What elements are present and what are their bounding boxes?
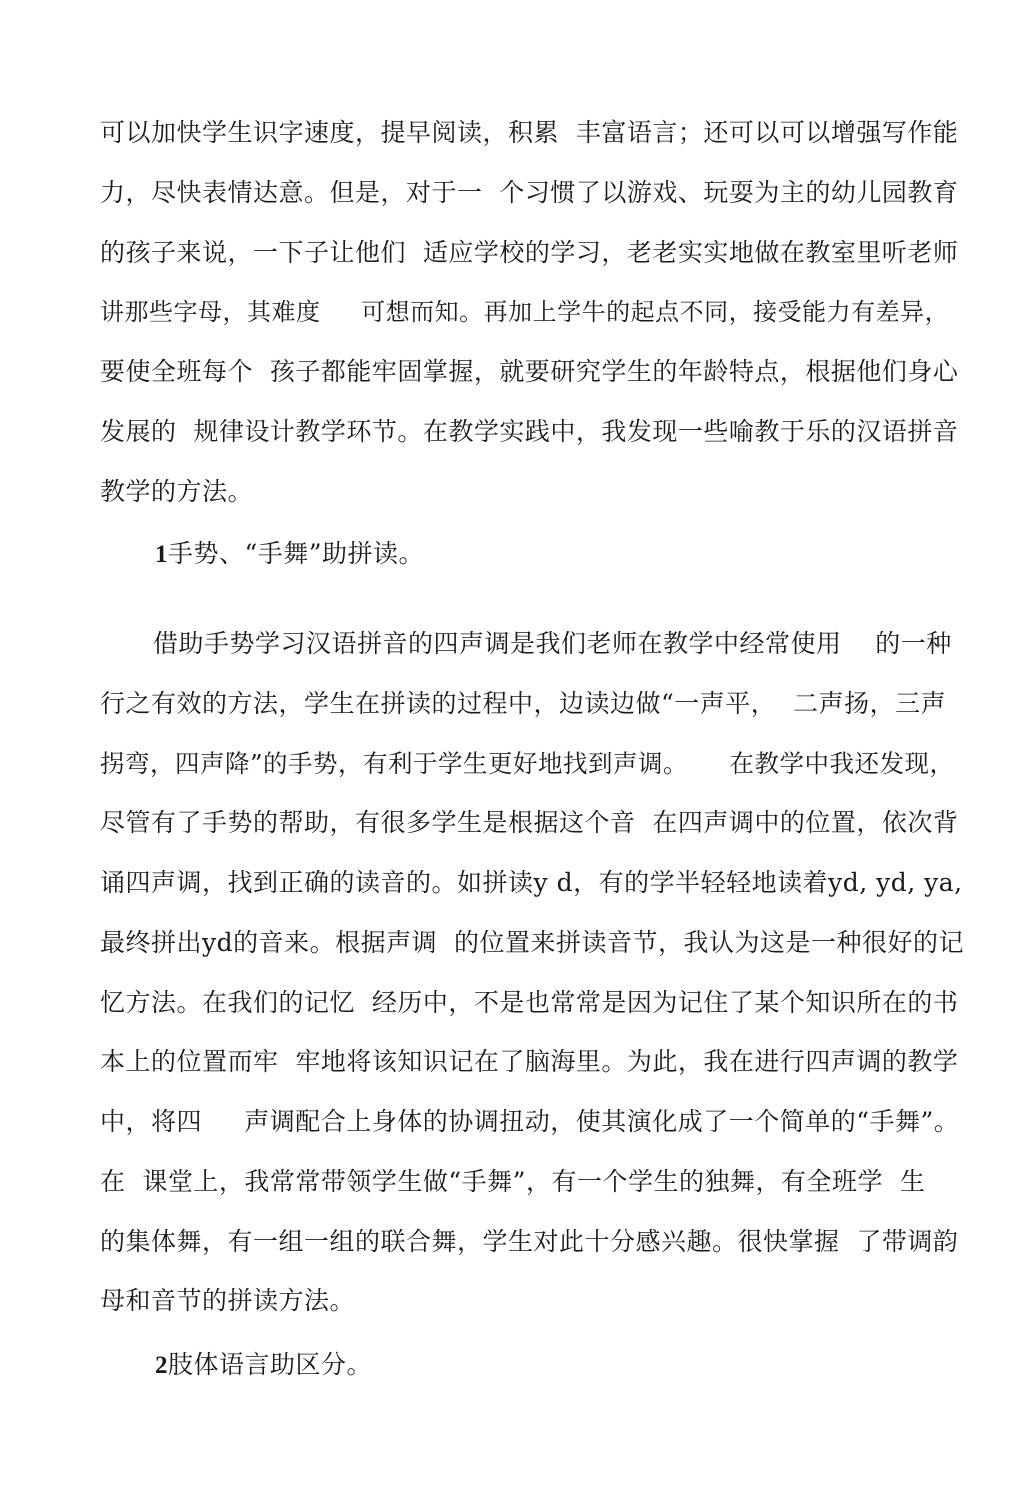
paragraph-line: 母和音节的拼读方法。 <box>100 1286 356 1315</box>
paragraph-line: 讲那些字母，其难度 可想而知。再加上学牛的起点不同，接受能力有差异， <box>100 298 950 326</box>
paragraph-line: 力，尽快表情达意。但是，对于一 个习惯了以游戏、玩耍为主的幼儿园教育 <box>100 178 959 207</box>
paragraph-line: 本上的位置而牢 牢地将该知识记在了脑海里。为此，我在进行四声调的教学 <box>100 1047 959 1076</box>
heading-text: 肢体语言助区分。 <box>168 1350 373 1379</box>
paragraph-line: 诵四声调，找到正确的读音的。如拼读y d，有的学半轻轻地读着yd, yd, ya, <box>100 868 963 897</box>
paragraph-line: 忆方法。在我们的记忆 经历中，不是也常常是因为记住了某个知识所在的书 <box>100 988 959 1017</box>
paragraph-line: 可以加快学生识字速度，提早阅读，积累 丰富语言；还可以可以增强写作能 <box>100 118 959 147</box>
section-heading-1 <box>155 539 424 570</box>
paragraph-line: 最终拼出yd的音来。根据声调 的位置来拼读音节，我认为这是一种很好的记 <box>100 928 965 957</box>
paragraph-line: 要使全班每个 孩子都能牢固掌握，就要研究学生的年龄特点，根据他们身心 <box>100 357 959 386</box>
paragraph-line: 教学的方法。 <box>100 477 254 506</box>
paragraph-line: 拐弯，四声降”的手势，有利于学生更好地找到声调。 在教学中我还发现， <box>100 749 955 778</box>
paragraph-line: 发展的 规律设计教学环节。在教学实践中，我发现一些喻教于乐的汉语拼音 <box>100 417 959 446</box>
section-heading-2 <box>155 1350 372 1381</box>
paragraph-line: 中，将四 声调配合上身体的协调扭动，使其演化成了一个简单的“手舞”。 <box>100 1107 960 1136</box>
paragraph-line: 行之有效的方法，学生在拼读的过程中，边读边做“一声平， 二声扬，三声 <box>100 689 947 718</box>
heading-text: 手势、“手舞”助拼读。 <box>168 539 425 568</box>
heading-number: 2 <box>155 1352 168 1379</box>
paragraph-line: 的孩子来说，一下子让他们 适应学校的学习，老老实实地做在教室里听老师 <box>100 238 959 267</box>
heading-number: 1 <box>155 541 168 568</box>
paragraph-line: 尽管有了手势的帮助，有很多学生是根据这个音 在四声调中的位置，依次背 <box>100 808 959 837</box>
paragraph-line: 在 课堂上，我常常带领学生做“手舞”，有一个学生的独舞，有全班学 生 <box>100 1167 926 1196</box>
paragraph-line: 借助手势学习汉语拼音的四声调是我们老师在教学中经常使用 的一种 <box>153 629 952 658</box>
paragraph-line: 的集体舞，有一组一组的联合舞，学生对此十分感兴趣。很快掌握 了带调韵 <box>100 1227 959 1256</box>
